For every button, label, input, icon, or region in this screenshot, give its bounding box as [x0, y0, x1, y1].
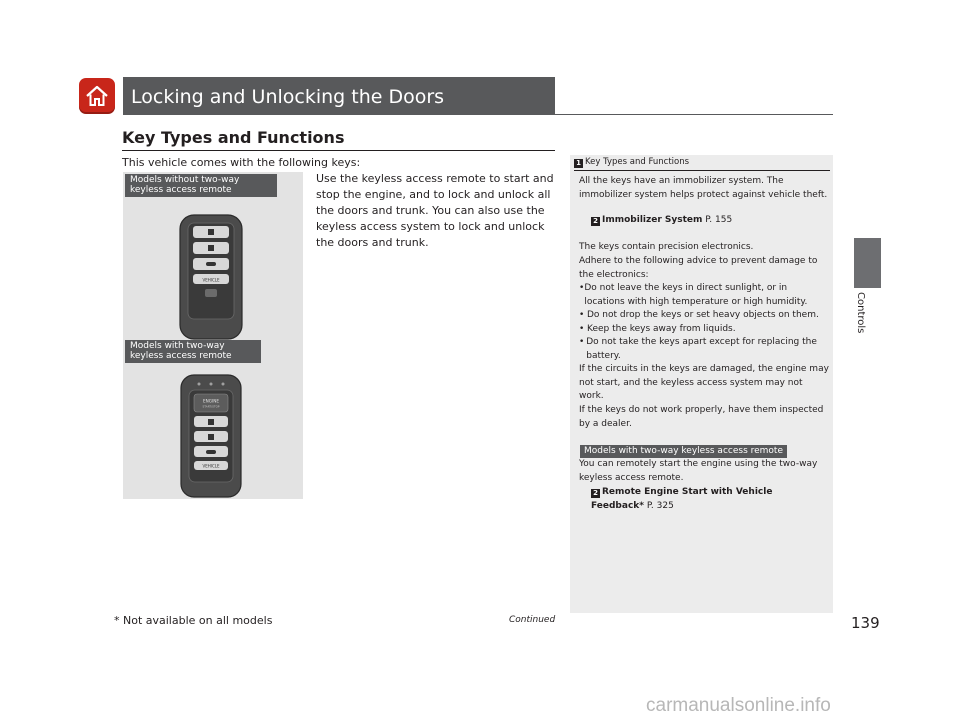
- description-text: Use the keyless access remote to start and stop the engine, and to lock and unlock all the doors and trunk. You can also use the keyless access system to lock and unlock the doors and trunk.: [316, 172, 554, 249]
- home-icon: [84, 83, 110, 109]
- model-badge: Models with two-way keyless access remote: [580, 445, 787, 458]
- chapter-tab[interactable]: [854, 238, 881, 288]
- note-header-text: Key Types and Functions: [585, 157, 690, 167]
- note-paragraph: If the keys do not work properly, have them inspected by a dealer.: [579, 405, 824, 429]
- remote-1-button-label: VEHICLE: [202, 277, 220, 283]
- remote-2-engine-label: ENGINE: [202, 398, 220, 404]
- note-header: [574, 157, 689, 168]
- list-item: • Do not take the keys apart except for replacing the battery.: [579, 336, 829, 363]
- footnote: * Not available on all models: [114, 614, 273, 627]
- reference-page: P. 155: [705, 215, 733, 225]
- watermark: carmanualsonline.info: [646, 695, 831, 716]
- note-divider: [574, 170, 830, 171]
- keyless-remote-illustration: [179, 214, 243, 340]
- reference-arrow-icon: 2: [591, 217, 600, 226]
- reference-page: P. 325: [646, 500, 674, 511]
- reference-arrow-icon: 2: [591, 489, 600, 498]
- bullet-text: Do not leave the keys in direct sunlight, or in locations with high temperature or high humidity.: [584, 283, 808, 307]
- note-bullet-list: [579, 282, 829, 363]
- note-reference[interactable]: [591, 486, 791, 513]
- note-paragraph: You can remotely start the engine using the two-way keyless access remote.: [579, 459, 818, 483]
- home-button[interactable]: [79, 78, 115, 114]
- note-reference[interactable]: [591, 214, 732, 228]
- key-figure-panel: [123, 172, 303, 499]
- page-number: 139: [851, 614, 880, 632]
- banner-rule: [555, 114, 833, 115]
- remote-2-engine-sublabel: START/STOP: [202, 404, 220, 409]
- note-paragraph: Adhere to the following advice to prevent damage to the electronics:: [579, 256, 818, 280]
- bullet-text: Do not drop the keys or set heavy objects on them.: [587, 310, 819, 320]
- section-divider: [122, 150, 555, 151]
- section-title: Key Types and Functions: [122, 128, 345, 147]
- figure-label-with-two-way: Models with two-way keyless access remote: [125, 340, 261, 363]
- remote-2-button-label: VEHICLE: [202, 463, 220, 469]
- chapter-tab-text: Controls: [855, 292, 866, 334]
- bullet-text: Keep the keys away from liquids.: [587, 323, 736, 334]
- reference-asterisk: *: [639, 500, 644, 511]
- continued-label: Continued: [509, 615, 556, 625]
- list-item: • Do not leave the keys in direct sunlight, or in locations with high temperature or high humidity.: [579, 282, 829, 309]
- chapter-banner: [123, 77, 555, 115]
- note-paragraph: The keys contain precision electronics.: [579, 242, 754, 252]
- figure-label-without-two-way: Models without two-way keyless access remote: [125, 174, 277, 197]
- page-title: Locking and Unlocking the Doors: [131, 86, 445, 108]
- reference-title: Remote Engine Start with Vehicle Feedback: [591, 487, 773, 511]
- list-item: • Keep the keys away from liquids.: [579, 323, 829, 337]
- note-paragraph: If the circuits in the keys are damaged, the engine may not start, and the keyless access system may not work.: [579, 364, 829, 401]
- chapter-tab-label: [852, 292, 872, 352]
- note-marker-icon: 1: [574, 159, 583, 168]
- reference-title: Immobilizer System: [602, 215, 703, 225]
- intro-text: This vehicle comes with the following keys:: [122, 156, 361, 169]
- note-paragraph: All the keys have an immobilizer system. The immobilizer system helps protect against vehicle theft.: [579, 176, 828, 200]
- list-item: • Do not drop the keys or set heavy objects on them.: [579, 309, 829, 323]
- bullet-text: Do not take the keys apart except for replacing the battery.: [586, 337, 817, 361]
- two-way-remote-illustration: [180, 374, 242, 498]
